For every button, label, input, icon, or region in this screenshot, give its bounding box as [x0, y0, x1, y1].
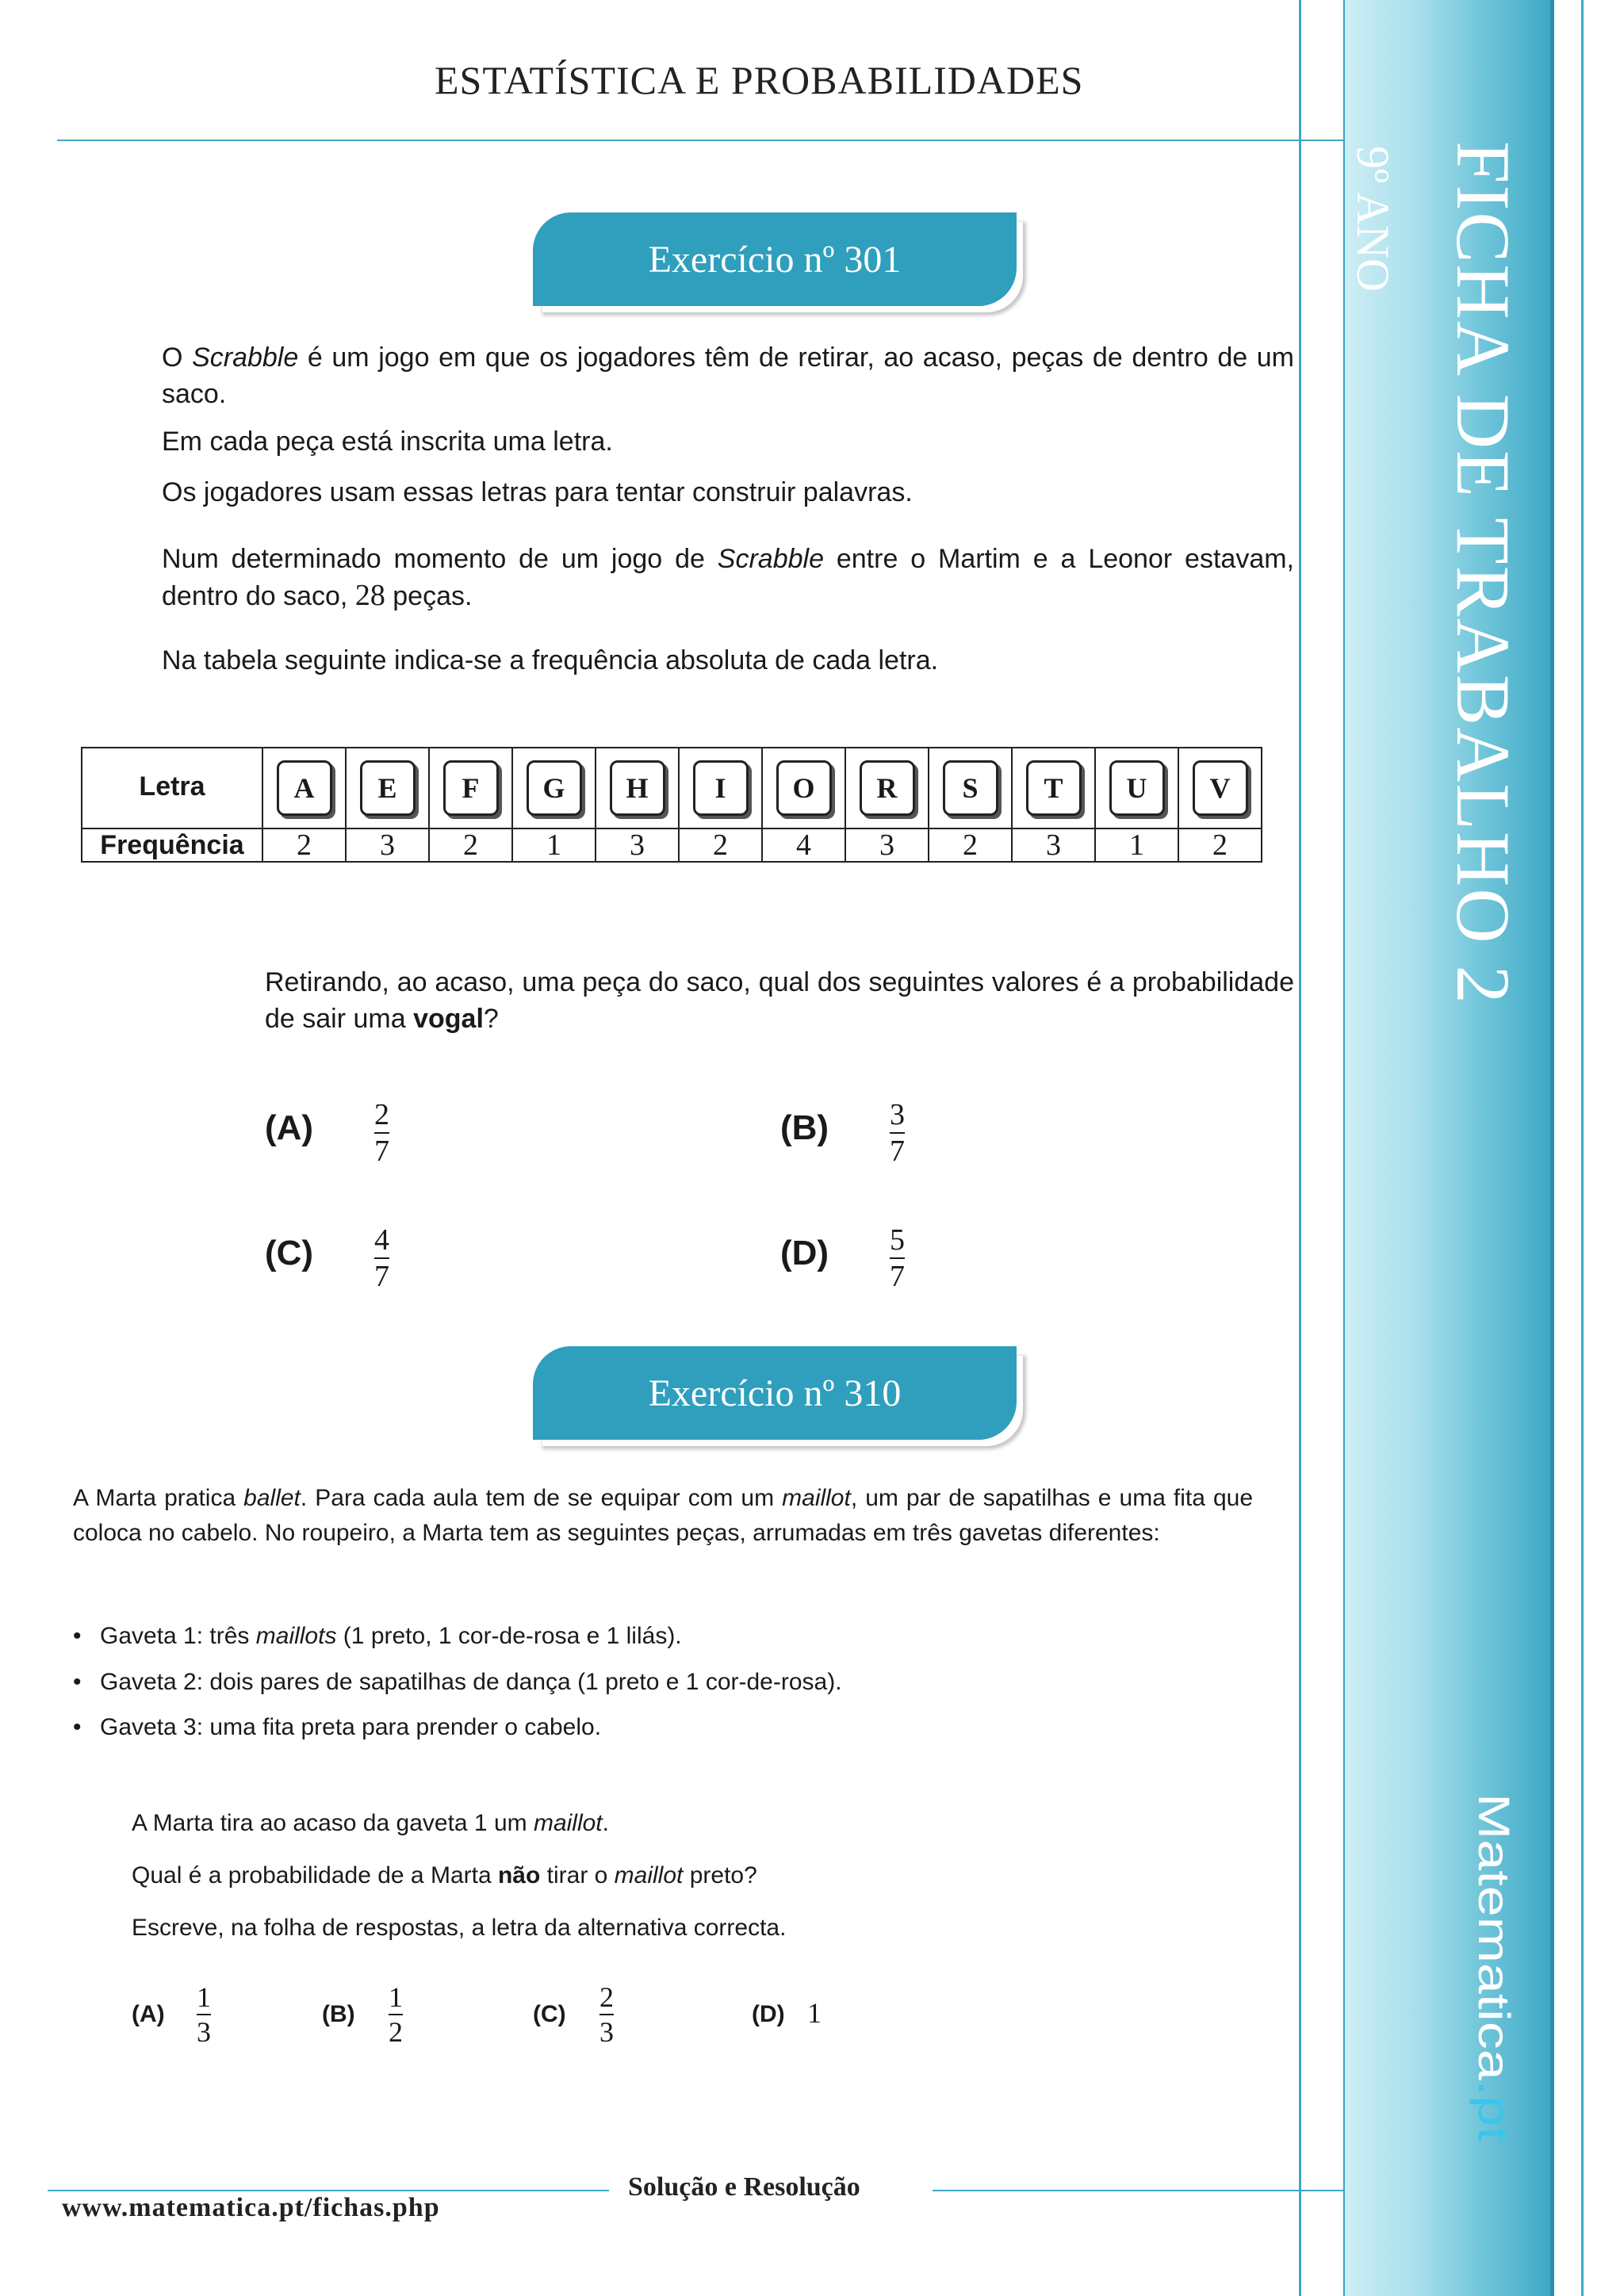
ex301-question: Retirando, ao acaso, uma peça do saco, qual dos seguintes valores é a probabilidade de sair uma vogal? — [265, 967, 1294, 1034]
frequency-table — [81, 747, 1262, 863]
letter-cell — [679, 748, 762, 828]
frequency-cell: 3 — [346, 828, 429, 862]
letter-cell — [512, 748, 596, 828]
letter-cell — [845, 748, 929, 828]
letter-cell — [262, 748, 346, 828]
numerator: 1 — [389, 1981, 403, 2013]
bullet-item-3: • Gaveta 3: uma fita preta para prender o cabelo. — [73, 1710, 1253, 1745]
letter-tile: E — [360, 760, 416, 816]
letter-tile: T — [1026, 760, 1082, 816]
letter-tile: R — [860, 760, 915, 816]
letter-cell — [429, 748, 512, 828]
letter-cell — [1012, 748, 1095, 828]
option-c-label[interactable]: (C) — [265, 1234, 314, 1272]
option-d-fraction — [890, 1223, 905, 1294]
ex310-intro: A Marta pratica ballet. Para cada aula tem de se equipar com um maillot, um par de sapatilhas e uma fita que coloca no cabelo. No roupeiro, a Marta tem as seguintes peças, arrumadas em três gavetas diferentes: — [73, 1485, 1254, 1546]
numerator: 1 — [197, 1981, 211, 2013]
letter-cell — [929, 748, 1012, 828]
footer-rule-right — [933, 2190, 1343, 2191]
brand-main: Matematica — [1469, 1793, 1519, 2080]
worksheet-title: FICHA DE TRABALHO 2 — [1441, 141, 1526, 1005]
option-a-fraction — [374, 1097, 389, 1169]
frequency-cell: 2 — [679, 828, 762, 862]
sidebar-divider-inner — [1343, 0, 1345, 2296]
header-rule — [57, 140, 1343, 141]
option-d-label[interactable]: (D) — [780, 1234, 829, 1272]
ex310-question-2: Qual é a probabilidade de a Marta não tirar o maillot preto? — [132, 1862, 757, 1888]
letters-row — [82, 748, 1262, 828]
bullet-item-2: • Gaveta 2: dois pares de sapatilhas de dança (1 preto e 1 cor-de-rosa). — [73, 1665, 1253, 1700]
letter-cell — [346, 748, 429, 828]
option-d-value: 1 — [807, 1997, 822, 2029]
letter-tile: A — [277, 760, 332, 816]
letter-tile: O — [776, 760, 832, 816]
frequency-cell: 2 — [1178, 828, 1262, 862]
brand-logo — [1469, 1793, 1519, 2142]
solution-link[interactable]: Solução e Resolução — [628, 2172, 860, 2202]
letter-cell — [1178, 748, 1262, 828]
numerator: 2 — [374, 1098, 389, 1131]
frequency-cell: 2 — [929, 828, 1012, 862]
denominator: 7 — [374, 1260, 389, 1293]
numerator: 2 — [599, 1981, 614, 2013]
numerator: 5 — [890, 1223, 905, 1257]
letter-tile: G — [527, 760, 582, 816]
frequency-cell: 3 — [596, 828, 679, 862]
frequency-cell: 4 — [762, 828, 845, 862]
denominator: 3 — [599, 2016, 614, 2048]
website-url[interactable]: www.matematica.pt/fichas.php — [62, 2193, 440, 2222]
option-c-fraction — [374, 1223, 389, 1294]
option-c-label[interactable]: (C) — [533, 2001, 566, 2027]
footer-rule-left — [48, 2190, 609, 2191]
row-label-frequency: Frequência — [82, 828, 262, 862]
option-b-label[interactable]: (B) — [322, 2001, 355, 2027]
letter-tile: V — [1193, 760, 1248, 816]
frequency-cell: 2 — [429, 828, 512, 862]
sidebar-divider-left — [1299, 0, 1301, 2296]
ex301-paragraph-3: Os jogadores usam essas letras para tentar construir palavras. — [162, 477, 913, 507]
letter-tile: U — [1109, 760, 1165, 816]
numerator: 4 — [374, 1223, 389, 1257]
ex310-question-3: Escreve, na folha de respostas, a letra da alternativa correcta. — [132, 1915, 787, 1941]
option-b-label[interactable]: (B) — [780, 1108, 829, 1147]
frequency-cell: 1 — [1095, 828, 1178, 862]
denominator: 7 — [890, 1260, 905, 1293]
option-c-fraction — [599, 1980, 614, 2049]
option-a-label[interactable]: (A) — [265, 1108, 314, 1147]
option-a-fraction — [197, 1980, 211, 2049]
option-b-fraction — [890, 1097, 905, 1169]
bullet-icon: • — [73, 1714, 82, 1740]
frequency-row — [82, 828, 1262, 862]
letter-tile: S — [943, 760, 998, 816]
sidebar-edge-far — [1581, 0, 1584, 2296]
option-a-label[interactable]: (A) — [132, 2001, 165, 2027]
letter-cell — [1095, 748, 1178, 828]
denominator: 2 — [389, 2016, 403, 2048]
ex301-paragraph-1: O Scrabble é um jogo em que os jogadores têm de retirar, ao acaso, peças de dentro de um saco. — [162, 342, 1294, 409]
option-d-label[interactable]: (D) — [752, 2001, 785, 2027]
page-title: ESTATÍSTICA E PROBABILIDADES — [435, 58, 1084, 102]
bullet-icon: • — [73, 1623, 82, 1649]
ex310-question-1: A Marta tira ao acaso da gaveta 1 um maillot. — [132, 1810, 609, 1836]
brand-suffix: .pt — [1469, 2080, 1519, 2142]
bullet-item-1: • Gaveta 1: três maillots (1 preto, 1 cor-de-rosa e 1 lilás). — [73, 1619, 1253, 1654]
denominator: 7 — [374, 1135, 389, 1168]
ex301-paragraph-5: Na tabela seguinte indica-se a frequência absoluta de cada letra. — [162, 645, 939, 675]
denominator: 3 — [197, 2016, 211, 2048]
letter-tile: I — [693, 760, 749, 816]
letter-tile: H — [610, 760, 665, 816]
letter-cell — [762, 748, 845, 828]
ex301-paragraph-2: Em cada peça está inscrita uma letra. — [162, 427, 613, 457]
numerator: 3 — [890, 1098, 905, 1131]
frequency-cell: 3 — [1012, 828, 1095, 862]
bullet-icon: • — [73, 1669, 82, 1695]
ex301-paragraph-4: Num determinado momento de um jogo de Scrabble entre o Martim e a Leonor estavam, dentro do saco, 28 peças. — [162, 544, 1294, 612]
letter-tile: F — [443, 760, 499, 816]
exercise-301-banner: Exercício nº 301 — [533, 212, 1017, 306]
denominator: 7 — [890, 1135, 905, 1168]
letter-cell — [596, 748, 679, 828]
row-label-letter: Letra — [82, 748, 262, 828]
exercise-310-banner: Exercício nº 310 — [533, 1346, 1017, 1440]
sidebar-edge-right — [1550, 0, 1554, 2296]
frequency-cell: 3 — [845, 828, 929, 862]
grade-label: 9º ANO — [1347, 146, 1399, 292]
frequency-cell: 2 — [262, 828, 346, 862]
option-b-fraction — [389, 1980, 403, 2049]
frequency-cell: 1 — [512, 828, 596, 862]
